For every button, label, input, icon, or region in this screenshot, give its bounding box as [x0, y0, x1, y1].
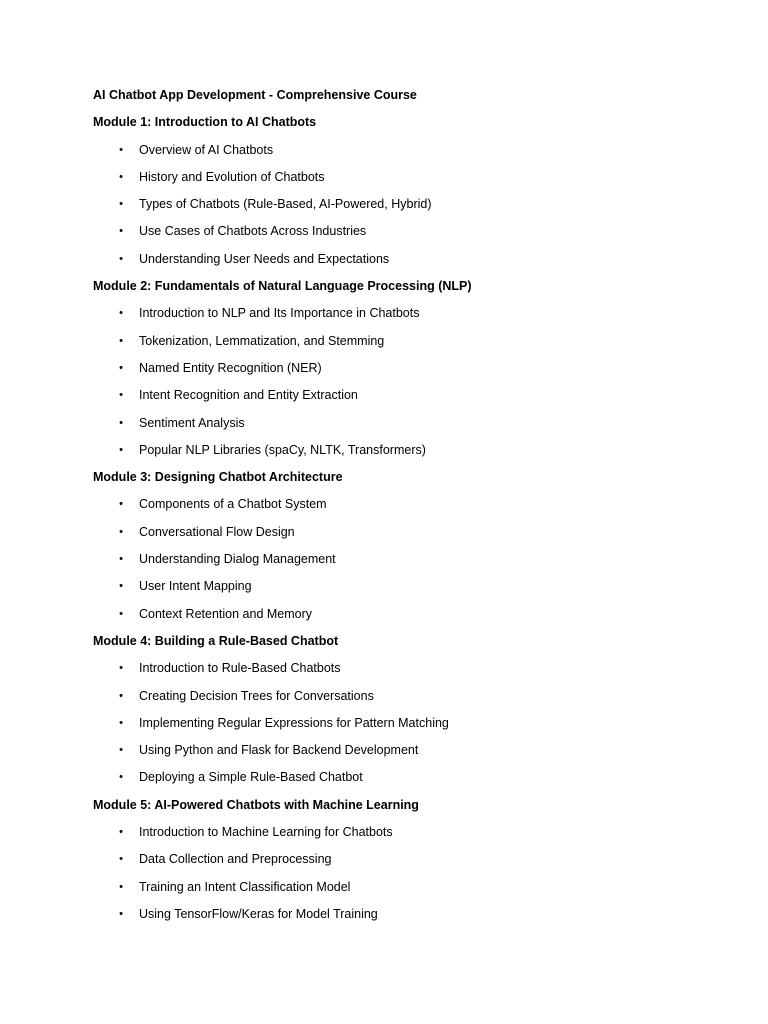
bullet-icon: •: [119, 416, 123, 429]
module-item-list: [93, 659, 693, 786]
list-item: [93, 414, 693, 432]
bullet-icon: •: [119, 443, 123, 456]
list-item-text: Components of a Chatbot System: [139, 497, 327, 512]
module-list: [93, 113, 693, 923]
list-item-text: Overview of AI Chatbots: [139, 142, 274, 157]
list-item: [93, 441, 693, 459]
bullet-icon: •: [119, 143, 123, 156]
module-heading: Module 5: AI-Powered Chatbots with Machine Learning: [93, 797, 419, 812]
module-item-list: [93, 304, 693, 458]
module-item-list: [93, 141, 693, 268]
list-item-text: Understanding Dialog Management: [139, 552, 336, 567]
list-item: [93, 523, 693, 541]
list-item-text: Tokenization, Lemmatization, and Stemming: [139, 333, 385, 348]
list-item-text: Types of Chatbots (Rule-Based, AI-Powered, Hybrid): [139, 197, 432, 212]
list-item-text: Named Entity Recognition (NER): [139, 360, 322, 375]
bullet-icon: •: [119, 198, 123, 211]
list-item: [93, 687, 693, 705]
bullet-icon: •: [119, 553, 123, 566]
list-item-text: Introduction to Machine Learning for Chatbots: [139, 825, 393, 840]
list-item-text: Data Collection and Preprocessing: [139, 852, 332, 867]
module-item-list: [93, 823, 693, 923]
bullet-icon: •: [119, 716, 123, 729]
list-item: [93, 304, 693, 322]
list-item-text: Using Python and Flask for Backend Development: [139, 743, 419, 758]
list-item: [93, 495, 693, 513]
list-item: [93, 222, 693, 240]
bullet-icon: •: [119, 607, 123, 620]
list-item-text: Popular NLP Libraries (spaCy, NLTK, Transformers): [139, 442, 426, 457]
document-title: AI Chatbot App Development - Comprehensive Course: [93, 88, 417, 102]
bullet-icon: •: [119, 334, 123, 347]
list-item: [93, 878, 693, 896]
list-item: [93, 659, 693, 677]
bullet-icon: •: [119, 170, 123, 183]
bullet-icon: •: [119, 826, 123, 839]
list-item: [93, 168, 693, 186]
document-page: [93, 86, 693, 932]
list-item: [93, 550, 693, 568]
bullet-icon: •: [119, 525, 123, 538]
bullet-icon: •: [119, 225, 123, 238]
list-item-text: Context Retention and Memory: [139, 606, 313, 621]
list-item-text: Creating Decision Trees for Conversations: [139, 688, 374, 703]
list-item-text: History and Evolution of Chatbots: [139, 169, 325, 184]
module-heading: Module 1: Introduction to AI Chatbots: [93, 115, 317, 130]
bullet-icon: •: [119, 580, 123, 593]
module-heading: Module 3: Designing Chatbot Architecture: [93, 470, 343, 485]
bullet-icon: •: [119, 907, 123, 920]
module-item-list: [93, 495, 693, 622]
list-item-text: Deploying a Simple Rule-Based Chatbot: [139, 770, 363, 785]
list-item: [93, 386, 693, 404]
list-item: [93, 768, 693, 786]
list-item-text: Training an Intent Classification Model: [139, 879, 351, 894]
list-item: [93, 905, 693, 923]
bullet-icon: •: [119, 307, 123, 320]
list-item: [93, 741, 693, 759]
bullet-icon: •: [119, 252, 123, 265]
list-item: [93, 714, 693, 732]
list-item-text: Intent Recognition and Entity Extraction: [139, 388, 358, 403]
list-item-text: Sentiment Analysis: [139, 415, 245, 430]
bullet-icon: •: [119, 771, 123, 784]
bullet-icon: •: [119, 662, 123, 675]
list-item: [93, 605, 693, 623]
list-item: [93, 332, 693, 350]
module-heading: Module 2: Fundamentals of Natural Language Processing (NLP): [93, 279, 472, 294]
bullet-icon: •: [119, 880, 123, 893]
list-item-text: Introduction to Rule-Based Chatbots: [139, 661, 341, 676]
bullet-icon: •: [119, 853, 123, 866]
list-item: [93, 141, 693, 159]
list-item: [93, 195, 693, 213]
list-item: [93, 359, 693, 377]
list-item: [93, 850, 693, 868]
list-item: [93, 577, 693, 595]
bullet-icon: •: [119, 498, 123, 511]
list-item-text: Use Cases of Chatbots Across Industries: [139, 224, 367, 239]
list-item: [93, 823, 693, 841]
bullet-icon: •: [119, 689, 123, 702]
bullet-icon: •: [119, 389, 123, 402]
bullet-icon: •: [119, 744, 123, 757]
list-item-text: Understanding User Needs and Expectations: [139, 251, 390, 266]
bullet-icon: •: [119, 361, 123, 374]
list-item-text: Implementing Regular Expressions for Pattern Matching: [139, 715, 449, 730]
list-item-text: Introduction to NLP and Its Importance in Chatbots: [139, 306, 420, 321]
list-item: [93, 250, 693, 268]
list-item-text: User Intent Mapping: [139, 579, 252, 594]
list-item-text: Conversational Flow Design: [139, 524, 295, 539]
list-item-text: Using TensorFlow/Keras for Model Training: [139, 906, 378, 921]
module-heading: Module 4: Building a Rule-Based Chatbot: [93, 633, 339, 648]
